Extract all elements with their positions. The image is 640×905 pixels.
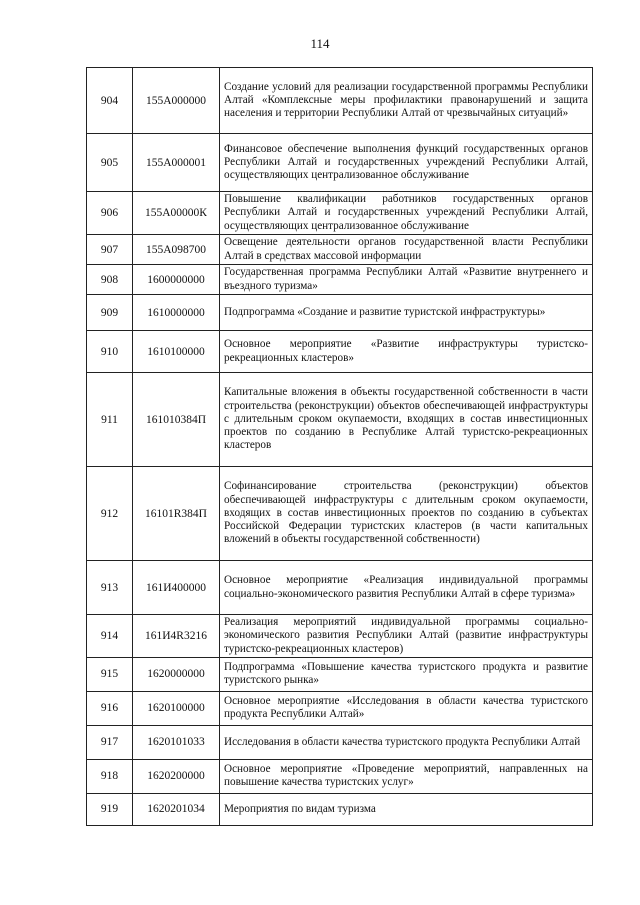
row-code: 161И4R3216 xyxy=(133,615,220,658)
row-description: Реализация мероприятий индивидуальной программы социально-экономического развития Республики Алтай (развитие инфраструктуры туристско-рекреационных кластеров) xyxy=(220,615,593,658)
row-number: 914 xyxy=(87,615,133,658)
row-code: 155А00000К xyxy=(133,192,220,235)
row-number: 916 xyxy=(87,691,133,725)
row-description: Основное мероприятие «Реализация индивидуальной программы социально-экономического развития Республики Алтай в сфере туризма» xyxy=(220,561,593,615)
table-row xyxy=(87,793,593,825)
row-number: 910 xyxy=(87,331,133,373)
table-row xyxy=(87,561,593,615)
row-code: 161И400000 xyxy=(133,561,220,615)
row-number: 905 xyxy=(87,134,133,192)
row-code: 1620201034 xyxy=(133,793,220,825)
row-number: 906 xyxy=(87,192,133,235)
row-code: 1600000000 xyxy=(133,265,220,295)
row-code: 1620000000 xyxy=(133,657,220,691)
table-body xyxy=(87,68,593,826)
table-row xyxy=(87,192,593,235)
row-description: Создание условий для реализации государственной программы Республики Алтай «Комплексные меры профилактики правонарушений и защита населения и территории Республики Алтай от чрезвычайных ситуаций» xyxy=(220,68,593,134)
row-number: 904 xyxy=(87,68,133,134)
row-number: 913 xyxy=(87,561,133,615)
row-code: 155А000000 xyxy=(133,68,220,134)
table-row xyxy=(87,235,593,265)
row-description: Финансовое обеспечение выполнения функций государственных органов Республики Алтай и государственных учреждений Республики Алтай, осуществляющих централизованное обслуживание xyxy=(220,134,593,192)
table-row xyxy=(87,373,593,467)
row-description: Освещение деятельности органов государственной власти Республики Алтай в средствах массовой информации xyxy=(220,235,593,265)
row-code: 16101R384П xyxy=(133,467,220,561)
table-row xyxy=(87,68,593,134)
row-description: Исследования в области качества туристского продукта Республики Алтай xyxy=(220,725,593,759)
row-number: 918 xyxy=(87,759,133,793)
table-row xyxy=(87,759,593,793)
table-row xyxy=(87,691,593,725)
row-description: Повышение квалификации работников государственных органов Республики Алтай и государственных учреждений Республики Алтай, осуществляющих централизованное обслуживание xyxy=(220,192,593,235)
table-row xyxy=(87,467,593,561)
row-number: 907 xyxy=(87,235,133,265)
row-code: 1610100000 xyxy=(133,331,220,373)
table-row xyxy=(87,134,593,192)
row-description: Основное мероприятие «Развитие инфраструктуры туристско-рекреационных кластеров» xyxy=(220,331,593,373)
table-row xyxy=(87,725,593,759)
row-number: 911 xyxy=(87,373,133,467)
row-description: Софинансирование строительства (реконструкции) объектов обеспечивающей инфраструктуры с длительным сроком окупаемости, входящих в состав инвестиционных проектов по созданию в субъектах Российской Федерации туристских кластеров (в части капитальных вложений в объекты государственной собственности) xyxy=(220,467,593,561)
row-description: Основное мероприятие «Проведение мероприятий, направленных на повышение качества туристских услуг» xyxy=(220,759,593,793)
page-number: 114 xyxy=(310,36,330,51)
row-code: 1620101033 xyxy=(133,725,220,759)
row-code: 155А098700 xyxy=(133,235,220,265)
row-description: Подпрограмма «Повышение качества туристского продукта и развитие туристского рынка» xyxy=(220,657,593,691)
table-row xyxy=(87,615,593,658)
row-code: 155А000001 xyxy=(133,134,220,192)
row-number: 919 xyxy=(87,793,133,825)
row-number: 908 xyxy=(87,265,133,295)
row-code: 1610000000 xyxy=(133,295,220,331)
table-row xyxy=(87,295,593,331)
row-description: Основное мероприятие «Исследования в области качества туристского продукта Республики Алтай» xyxy=(220,691,593,725)
table-row xyxy=(87,657,593,691)
table-row xyxy=(87,331,593,373)
row-number: 909 xyxy=(87,295,133,331)
row-description: Капитальные вложения в объекты государственной собственности в части строительства (реконструкции) объектов обеспечивающей инфраструктуры с длительным сроком окупаемости, входящих в состав инвестиционных проектов по созданию в Республике Алтай туристско-рекреационных кластеров xyxy=(220,373,593,467)
table-row xyxy=(87,265,593,295)
budget-codes-table xyxy=(86,67,593,826)
row-description: Мероприятия по видам туризма xyxy=(220,793,593,825)
row-code: 1620100000 xyxy=(133,691,220,725)
row-code: 161010384П xyxy=(133,373,220,467)
row-code: 1620200000 xyxy=(133,759,220,793)
row-description: Подпрограмма «Создание и развитие туристской инфраструктуры» xyxy=(220,295,593,331)
row-number: 912 xyxy=(87,467,133,561)
row-number: 915 xyxy=(87,657,133,691)
row-number: 917 xyxy=(87,725,133,759)
row-description: Государственная программа Республики Алтай «Развитие внутреннего и въездного туризма» xyxy=(220,265,593,295)
